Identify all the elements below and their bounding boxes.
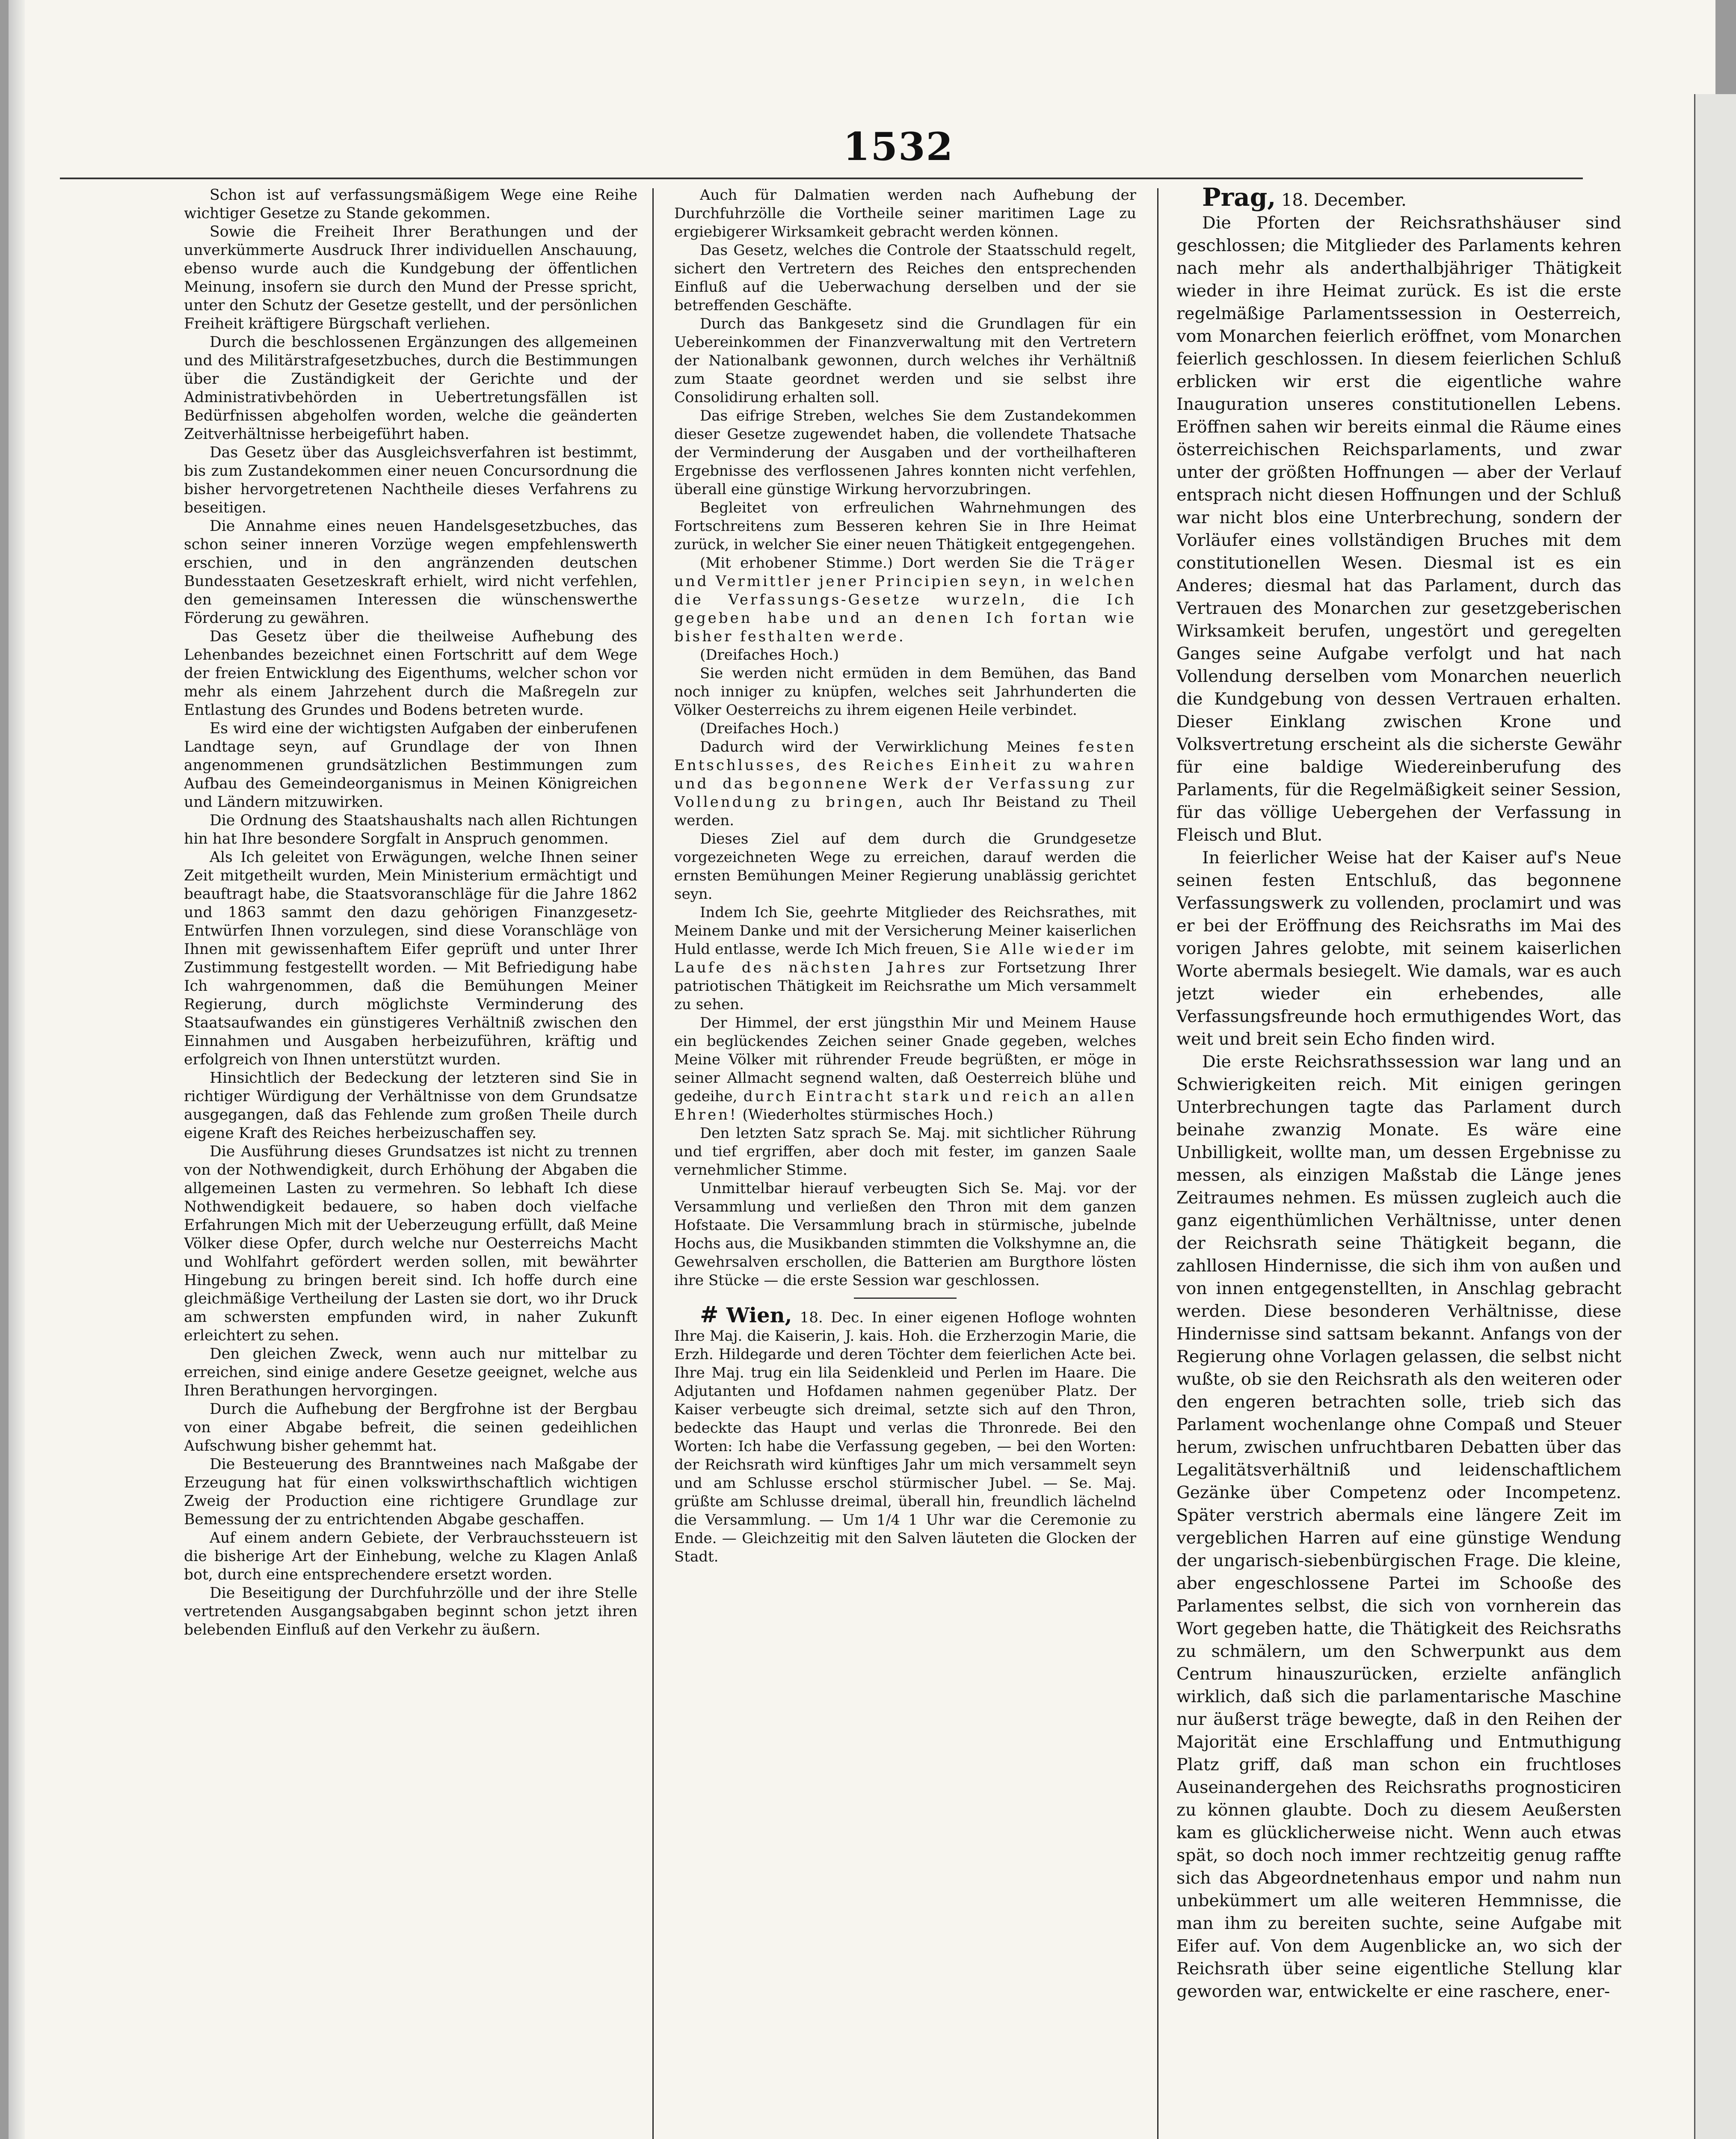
column-left — [184, 186, 637, 2139]
paragraph: Begleitet von erfreulichen Wahrnehmungen des Fortschreitens zum Besseren kehren Sie in Ihre Heimat zurück, in welcher Sie einer neuen Thätigkeit entgegengehen. — [674, 499, 1136, 553]
paragraph: Auf einem andern Gebiete, der Verbrauchssteuern ist die bisherige Art der Einhebung, welche zu Klagen Anlaß bot, durch eine entsprechendere ersetzt worden. — [184, 1529, 637, 1583]
emphasized-text: Sie Alle wieder im Laufe des nächsten Jahres — [674, 941, 1136, 976]
paragraph: Hinsichtlich der Bedeckung der letzteren sind Sie in richtiger Würdigung der Verhältnisse von dem Grundsatze ausgegangen, daß das Fehlende zum großen Theile durch eigene Kraft des Reiches herbeizuschaffen sey. — [184, 1070, 637, 1142]
dateline-wien: Wien, — [726, 1304, 792, 1327]
text-run: Dadurch wird der Verwirklichung Meines — [700, 738, 1078, 755]
paragraph — [674, 738, 1136, 830]
paragraph: Das Gesetz über das Ausgleichsverfahren ist bestimmt, bis zum Zustandekommen einer neuen Concursordnung die bisher hervorgetretenen Nachtheile dieses Verfahrens zu beseitigen. — [184, 444, 637, 516]
paragraph: Das eifrige Streben, welches Sie dem Zustandekommen dieser Gesetze zugewendet haben, die vollendete Thatsache der Verminderung der Ausgaben und der vortheilhafteren Ergebnisse des verflossenen Jahres konnten nicht verfehlen, überall eine günstige Wirkung hervorzubringen. — [674, 407, 1136, 498]
text-run: auch Ihr Beistand zu Theil werden. — [674, 794, 1136, 829]
paragraph: Dieses Ziel auf dem durch die Grundgesetze vorgezeichneten Wege zu erreichen, darauf werden die ernsten Bemühungen Meiner Regierung unablässig gerichtet seyn. — [674, 830, 1136, 903]
book-spine-shadow — [9, 0, 25, 2139]
stage-direction: (Dreifaches Hoch.) — [700, 720, 839, 737]
paragraph: Die Ordnung des Staatshaushalts nach allen Richtungen hin hat Ihre besondere Sorgfalt in Anspruch genommen. — [184, 812, 637, 847]
paragraph: Die erste Reichsrathssession war lang und an Schwierigkeiten reich. Mit einigen geringen Unterbrechungen tagte das Parlament durch beinahe zwanzig Monate. Es wäre eine Unbilligkeit, wollte man, um dessen Ergebnisse zu messen, als einzigen Maßstab die Länge jenes Zeitraumes nehmen. Es müssen zugleich auch die ganz eigenthümlichen Verhältnisse, unter denen der Reichsrath seine Thätigkeit begann, die zahllosen Hindernisse, die sich ihm von außen und von innen entgegenstellten, in Anschlag gebracht werden. Diese besonderen Verhältnisse, diese Hindernisse sind sattsam bekannt. Anfangs von der Regierung ohne Vorlagen gelassen, die selbst nicht wußte, ob sie den Reichsrath als den weiteren oder den engeren betrachten solle, trieb sich das Parlament wochenlange ohne Compaß und Steuer herum, zwischen unfruchtbaren Debatten über das Legalitätsverhältniß und leidenschaftlichem Gezänke über Competenz oder Incompetenz. Später verstrich abermals eine längere Zeit im vergeblichen Harren auf eine günstige Wendung der ungarisch-siebenbürgischen Frage. Die kleine, aber engeschlossene Partei im Schooße des Parlamentes selbst, die sich von vornherein das Wort gegeben hatte, die Thätigkeit des Reichsraths zu schmälern, um den Schwerpunkt aus dem Centrum hinauszurücken, erzielte anfänglich wirklich, daß sich die parlamentarische Maschine nur äußerst träge bewegte, daß in den Reihen der Majorität eine Erschlaffung und Entmuthigung Platz griff, daß man schon ein fruchtloses Auseinandergehen des Reichsraths prognosticiren zu können glaubte. Doch zu diesem Aeußersten kam es glücklicherweise nicht. Wenn auch etwas spät, so doch noch immer rechtzeitig genug raffte sich das Abgeordnetenhaus empor und nahm nun unbekümmert um alle weiteren Hemmnisse, die man ihm zu bereiten suchte, seine Aufgabe mit Eifer auf. Von dem Augenblicke an, wo sich der Reichsrath über seine eigentliche Stellung klar geworden war, entwickelte er eine raschere, ener- — [1176, 1052, 1621, 2001]
emphasized-text: durch Eintracht stark und reich an allen Ehren! — [674, 1088, 1136, 1123]
stage-direction: (Wiederholtes stürmisches Hoch.) — [738, 1106, 993, 1123]
paragraph: Als Ich geleitet von Erwägungen, welche Ihnen seiner Zeit mitgetheilt wurden, Mein Ministerium ermächtigt und beauftragt habe, die Staatsvoranschläge für die Jahre 1862 und 1863 sammt den dazu gehörigen Finanzgesetz-Entwürfen Ihnen vorzulegen, sind diese Voranschläge von Ihnen mit gewissenhaftem Eifer geprüft und unter Ihrer Zustimmung festgestellt worden. — Mit Befriedigung habe Ich wahrgenommen, daß die Bemühungen Meiner Regierung, durch möglichste Verminderung des Staatsaufwandes ein günstigeres Verhältniß zwischen den Einnahmen und Ausgaben herbeizuführen, kräftig und erfolgreich von Ihnen unterstützt wurden. — [184, 849, 637, 1068]
text-run: Dort werden Sie die — [893, 554, 1073, 572]
paragraph: Den gleichen Zweck, wenn auch nur mittelbar zu erreichen, sind einige andere Gesetze geeignet, welche aus Ihren Berathungen hervorgingen. — [184, 1345, 637, 1399]
stage-direction: (Mit erhobener Stimme.) — [700, 554, 893, 572]
column-middle — [674, 186, 1136, 2139]
dateline-date: 18. December. — [1281, 190, 1407, 210]
dateline-prag: Prag, — [1202, 186, 1276, 212]
header-rule — [60, 178, 1583, 179]
stage-direction: (Dreifaches Hoch.) — [700, 646, 839, 664]
dateline-prag-line — [1176, 186, 1621, 212]
paragraph: Durch die Aufhebung der Bergfrohne ist der Bergbau von einer Abgabe befreit, die seinen gedeihlichen Aufschwung bisher gehemmt hat. — [184, 1401, 637, 1455]
paragraph: Schon ist auf verfassungsmäßigem Wege eine Reihe wichtiger Gesetze zu Stande gekommen. — [184, 187, 637, 222]
paragraph: Es wird eine der wichtigsten Aufgaben der einberufenen Landtage seyn, auf Grundlage der von Ihnen angenommenen grundsätzlichen Bestimmungen zum Aufbau des Gemeindeorganismus in Meinen Königreichen und Ländern mitzuwirken. — [184, 720, 637, 811]
news-item-wien — [674, 1302, 1136, 1566]
paragraph: Das Gesetz, welches die Controle der Staatsschuld regelt, sichert den Vertretern des Reiches den entsprechenden Einfluß auf die Ueberwachung derselben und der sie betreffenden Geschäfte. — [674, 242, 1136, 314]
paragraph — [674, 1014, 1136, 1124]
dateline-date: 18. Dec. — [800, 1309, 864, 1326]
emphasized-text: Träger und Vermittler jener Principien seyn, in welchen die Verfassungs-Gesetze wurzeln, die Ich gegeben habe und an denen Ich fortan wie bisher festhalten werde. — [674, 554, 1136, 645]
paragraph: Die Annahme eines neuen Handelsgesetzbuches, das schon seiner inneren Vorzüge wegen empfehlenswerth erschien, und in den angränzenden deutschen Bundesstaaten Gesetzeskraft erhielt, wird nicht verfehlen, den gemeinsamen Interessen die wünschenswerthe Förderung zu gewähren. — [184, 518, 637, 627]
page-number: 1532 — [843, 124, 954, 169]
paragraph — [674, 554, 1136, 646]
paragraph: Sie werden nicht ermüden in dem Bemühen, das Band noch inniger zu knüpfen, welches seit Jahrhunderten die Völker Oesterreichs zu ihrem eigenen Heile verbindet. — [674, 665, 1136, 719]
column-divider — [652, 188, 654, 2139]
paragraph — [674, 904, 1136, 1014]
next-page-edge — [1694, 94, 1736, 2139]
paragraph: Den letzten Satz sprach Se. Maj. mit sichtlicher Rührung und tief ergriffen, aber doch mit fester, im ganzen Saale vernehmlicher Stimme. — [674, 1125, 1136, 1179]
paragraph: Die Pforten der Reichsrathshäuser sind geschlossen; die Mitglieder des Parlaments kehren nach mehr als anderthalbjähriger Thätigkeit wieder in ihre Heimat zurück. Es ist die erste regelmäßige Parlamentssession in Oesterreich, vom Monarchen feierlich eröffnet, vom Monarchen feierlich geschlossen. In diesem feierlichen Schluß erblicken wir erst die eigentliche wahre Inauguration unseres constitutionellen Lebens. Eröffnen sahen wir bereits einmal die Räume eines österreichischen Reichsparlaments, und zwar unter der größten Hoffnungen — aber der Verlauf entsprach nicht diesen Hoffnungen und der Schluß war nicht blos eine Unterbrechung, sondern der Vorläufer eines vollständigen Bruches mit dem constitutionellen Wesen. Diesmal ist es ein Anderes; diesmal hat das Parlament, durch das Vertrauen des Monarchen zur gesetzgeberischen Wirksamkeit berufen, ungestört und geregelten Ganges seine Aufgabe verfolgt und hat nach Vollendung derselben vom Monarchen neuerlich die Kundgebung von dessen Vertrauen erhalten. Dieser Einklang zwischen Krone und Volksvertretung erscheint als die sicherste Gewähr für eine baldige Wiedereinberufung des Parlaments, für die Regelmäßigkeit seiner Session, für das völlige Uebergehen der Verfassung in Fleisch und Blut. — [1176, 213, 1621, 845]
paragraph: Unmittelbar hierauf verbeugten Sich Se. Maj. vor der Versammlung und verließen den Thron mit dem ganzen Hofstaate. Die Versammlung brach in stürmische, jubelnde Hochs aus, die Musikbanden stimmten die Volkshymne an, die Gewehrsalven erschollen, die Batterien am Burgthore lösten ihre Stücke — die erste Session war geschlossen. — [674, 1180, 1136, 1289]
paragraph: Das Gesetz über die theilweise Aufhebung des Lehenbandes bezeichnet einen Fortschritt auf dem Wege der freien Entwicklung des Eigenthums, welcher schon vor mehr als einem Jahrzehent durch die Maßregeln zur Entlastung des Grundes und Bodens betreten wurde. — [184, 628, 637, 719]
paragraph: Die Ausführung dieses Grundsatzes ist nicht zu trennen von der Nothwendigkeit, durch Erhöhung der Abgaben die allgemeinen Lasten zu vermehren. So lebhaft Ich diese Nothwendigkeit bedauere, so haben doch vielfache Erfahrungen Mich mit der Ueberzeugung erfüllt, daß Meine Völker diese Opfer, durch welche nur Oesterreichs Macht und Wohlfahrt gefördert werden sollen, mit bewährter Hingebung zu bringen bereit sind. Ich hoffe durch eine gleichmäßige Vertheilung der Lasten sie dort, wo ihr Druck am schwersten empfunden wird, in naher Zukunft erleichtert zu sehen. — [184, 1143, 637, 1344]
column-divider — [1157, 188, 1158, 2139]
paragraph: In feierlicher Weise hat der Kaiser auf's Neue seinen festen Entschluß, das begonnene Verfassungswerk zu vollenden, proclamirt und was er bei der Eröffnung des Reichsraths im Mai des vorigen Jahres gelobte, mit seinem kaiserlichen Worte abermals besiegelt. Wie damals, war es auch jetzt wieder ein erhebendes, alle Verfassungsfreunde hoch ermuthigendes Wort, das weit und breit sein Echo finden wird. — [1176, 848, 1621, 1049]
paragraph: Die Besteuerung des Branntweines nach Maßgabe der Erzeugung hat für einen volkswirthschaftlich wichtigen Zweig der Production eine richtigere Grundlage zur Bemessung der zu entrichtenden Abgabe geschaffen. — [184, 1456, 637, 1528]
text-run: In einer eigenen Hofloge wohnten Ihre Maj. die Kaiserin, J. kais. Hoh. die Erzherzogin Marie, die Erzh. Hildegarde und deren Töchter dem feierlichen Acte bei. Ihre Maj. trug ein lila Seidenkleid und Perlen im Haare. Die Adjutanten und Hofdamen nahmen gegenüber Platz. Der Kaiser verbeugte sich dreimal, setzte sich auf den Thron, bedeckte das Haupt und verlas die Thronrede. Bei den Worten: Ich habe die Verfassung gegeben, — bei den Worten: der Reichsrath wird künftiges Jahr um mich versammelt seyn und am Schlusse erschol stürmischer Jubel. — Se. Maj. grüßte am Schlusse dreimal, überall hin, freundlich lächelnd die Versammlung. — Um 1/4 1 Uhr war die Ceremonie zu Ende. — Gleichzeitig mit den Salven läuteten die Glocken der Stadt. — [674, 1309, 1136, 1565]
dagger-mark: # — [700, 1302, 719, 1328]
paragraph: Durch das Bankgesetz sind die Grundlagen für ein Uebereinkommen der Finanzverwaltung mit den Vertretern der Nationalbank gewonnen, durch welches ihr Verhältniß zum Staate geordnet werden und sie selbst ihre Consolidirung erhalten soll. — [674, 315, 1136, 406]
section-rule — [854, 1298, 957, 1299]
text-run: Indem Ich Sie, geehrte Mitglieder des Reichsrathes, mit Meinem Danke und mit der Versicherung Meiner kaiserlichen Huld entlasse, werde Ich Mich freuen, — [674, 904, 1136, 958]
emphasized-text: festen Entschlusses, des Reiches Einheit zu wahren und das begonnene Werk der Verfassung zur Vollendung zu bringen, — [674, 738, 1136, 811]
column-right — [1176, 186, 1621, 2139]
paragraph: Sowie die Freiheit Ihrer Berathungen und der unverkümmerte Ausdruck Ihrer individuellen Anschauung, ebenso wurde auch die Kundgebung der öffentlichen Meinung, insofern sie durch den Mund der Presse spricht, unter den Schutz der Gesetze gestellt, und der persönlichen Freiheit kräftigere Bürgschaft verliehen. — [184, 223, 637, 332]
text-run: zur Fortsetzung Ihrer patriotischen Thätigkeit im Reichsrathe um Mich versammelt zu sehen. — [674, 959, 1136, 1013]
paragraph: Auch für Dalmatien werden nach Aufhebung der Durchfuhrzölle die Vortheile seiner maritimen Lage zu ergiebigerer Wirksamkeit gebracht werden können. — [674, 187, 1136, 240]
newspaper-page — [9, 0, 1715, 2139]
paragraph: Durch die beschlossenen Ergänzungen des allgemeinen und des Militärstrafgesetzbuches, durch die Bestimmungen über die Zuständigkeit der Gerichte und der Administrativbehörden in Uebertretungsfällen ist Bedürfnissen abgeholfen worden, welche die geänderten Zeitverhältnisse herbeigeführt haben. — [184, 334, 637, 443]
text-run: Der Himmel, der erst jüngsthin Mir und Meinem Hause ein beglückendes Zeichen seiner Gnade gegeben, welches Meine Völker mit rührender Freude begrüßten, er möge in seiner Allmacht segnend walten, daß Oesterreich blühe und gedeihe, — [674, 1014, 1136, 1105]
paragraph: Die Beseitigung der Durchfuhrzölle und der ihre Stelle vertretenden Ausgangsabgaben beginnt schon jetzt ihren belebenden Einfluß auf den Verkehr zu äußern. — [184, 1585, 637, 1638]
